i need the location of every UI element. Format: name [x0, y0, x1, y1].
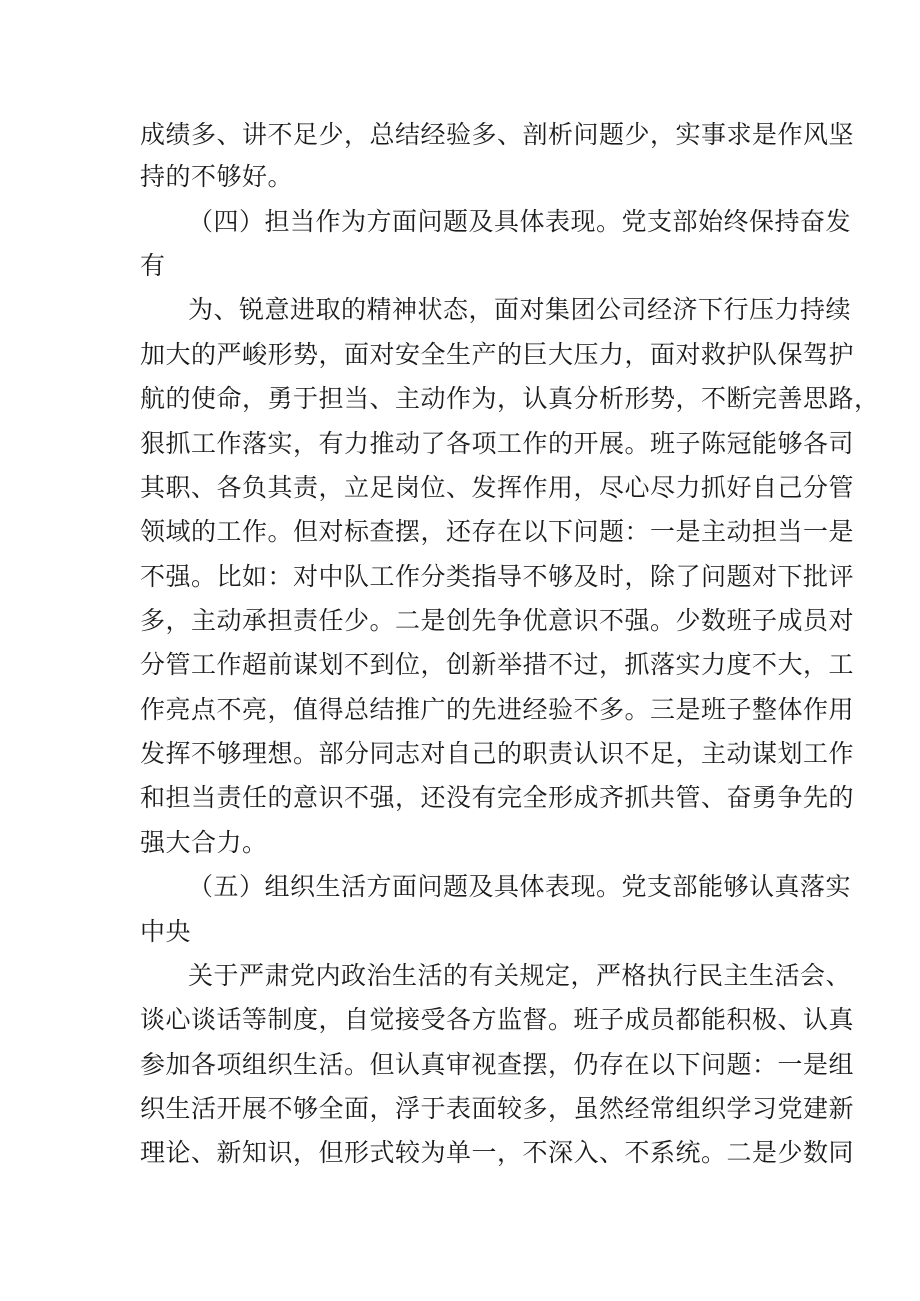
text-line: 有 — [140, 251, 166, 280]
text-line: 和担当责任的意识不强，还没有完全形成齐抓共管、奋勇争先的 — [140, 783, 855, 812]
text-line: 成绩多、讲不足少，总结经验多、剖析问题少，实事求是作风坚 — [140, 120, 855, 149]
text-line: 不强。比如：对中队工作分类指导不够及时，除了问题对下批评 — [140, 562, 855, 591]
text-line: 关于严肃党内政治生活的有关规定，严格执行民主生活会、 — [188, 961, 852, 990]
section-heading-4: （四）担当作为方面问题及具体表现。党支部始终保持奋发 — [188, 207, 852, 236]
text-line: 织生活开展不够全面，浮于表面较多，虽然经常组织学习党建新 — [140, 1094, 855, 1123]
text-line: 中央 — [140, 917, 192, 946]
text-line: 多，主动承担责任少。二是创先争优意识不强。少数班子成员对 — [140, 606, 855, 635]
text-line: 谈心谈话等制度，自觉接受各方监督。班子成员都能积极、认真 — [140, 1005, 855, 1034]
text-line: 发挥不够理想。部分同志对自己的职责认识不足，主动谋划工作 — [140, 739, 855, 768]
text-line: 加大的严峻形势，面对安全生产的巨大压力，面对救护队保驾护 — [140, 340, 855, 369]
text-line: 作亮点不亮，值得总结推广的先进经验不多。三是班子整体作用 — [140, 695, 855, 724]
text-line: 其职、各负其责，立足岗位、发挥作用，尽心尽力抓好自己分管 — [140, 473, 855, 502]
text-line: 持的不够好。 — [140, 162, 294, 191]
section-heading-5: （五）组织生活方面问题及具体表现。党支部能够认真落实 — [188, 872, 852, 901]
text-line: 领域的工作。但对标查摆，还存在以下问题：一是主动担当一是 — [140, 517, 855, 546]
text-line: 强大合力。 — [140, 828, 268, 857]
text-line: 理论、新知识，但形式较为单一，不深入、不系统。二是少数同 — [140, 1138, 855, 1167]
text-line: 狠抓工作落实，有力推动了各项工作的开展。班子陈冠能够各司 — [140, 429, 855, 458]
text-line: 航的使命，勇于担当、主动作为，认真分析形势，不断完善思路， — [140, 384, 880, 413]
text-line: 参加各项组织生活。但认真审视查摆，仍存在以下问题：一是组 — [140, 1050, 855, 1079]
text-line: 为、锐意进取的精神状态，面对集团公司经济下行压力持续 — [188, 295, 852, 324]
text-line: 分管工作超前谋划不到位，创新举措不过，抓落实力度不大，工 — [140, 650, 855, 679]
